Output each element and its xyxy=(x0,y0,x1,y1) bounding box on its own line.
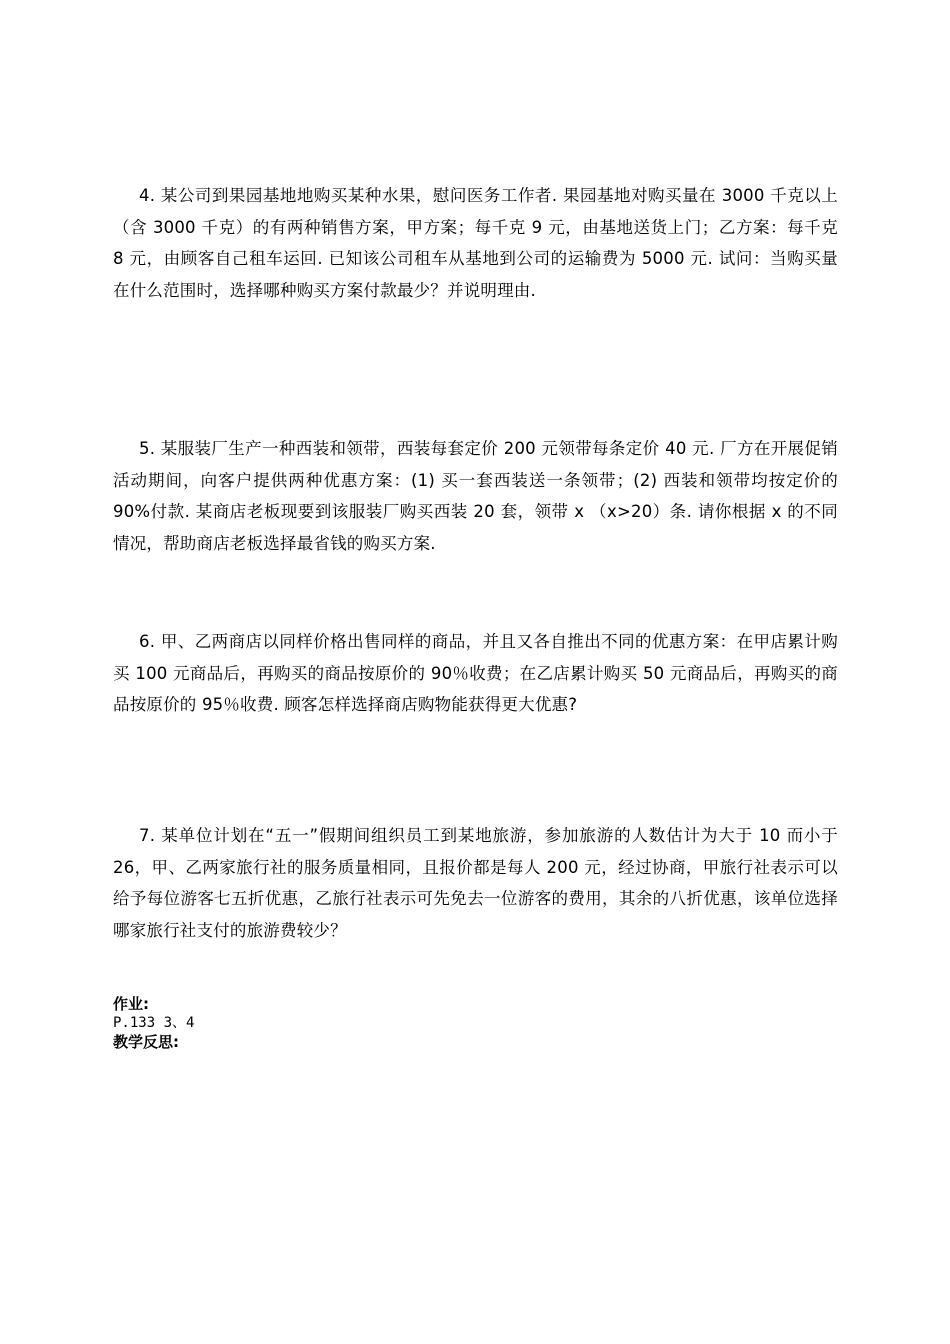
problem-7: 7. 某单位计划在“五一”假期间组织员工到某地旅游，参加旅游的人数估计为大于 10 而小于 26，甲、乙两家旅行社的服务质量相同，且报价都是每人 200 元，经过协商，甲旅行社表示可以给予每位游客七五折优惠，乙旅行社表示可先免去一位游客的费用，其余的八折优惠，该单位选择哪家旅行社支付的旅游费较少？ xyxy=(113,826,838,940)
homework-content: P.133 3、4 xyxy=(113,1015,195,1031)
problem-5: 5. 某服装厂生产一种西装和领带，西装每套定价 200 元领带每条定价 40 元. 厂方在开展促销活动期间，向客户提供两种优惠方案：(1) 买一套西装送一条领带；(2) 西装和领带均按定价的 90%付款. 某商店老板现要到该服装厂购买西装 20 套，领带 x （x>20）条. 请你根据 x 的不同情况，帮助商店老板选择最省钱的购买方案. xyxy=(113,439,838,553)
problem-4: 4. 某公司到果园基地地购买某种水果，慰问医务工作者. 果园基地对购买量在 3000 千克以上（含 3000 千克）的有两种销售方案，甲方案；每千克 9 元，由基地送货上门；乙方案：每千克 8 元，由顾客自己租车运回. 已知该公司租车从基地到公司的运输费为 5000 元. 试问：当购买量在什么范围时，选择哪种购买方案付款最少？并说明理由. xyxy=(113,186,838,300)
homework-title: 作业: xyxy=(113,995,149,1013)
reflection-title: 教学反思: xyxy=(113,1033,179,1051)
problem-6: 6. 甲、乙两商店以同样价格出售同样的商品，并且又各自推出不同的优惠方案：在甲店累计购买 100 元商品后，再购买的商品按原价的 90％收费；在乙店累计购买 50 元商品后，再购买的商品按原价的 95％收费. 顾客怎样选择商店购物能获得更大优惠? xyxy=(113,632,838,714)
